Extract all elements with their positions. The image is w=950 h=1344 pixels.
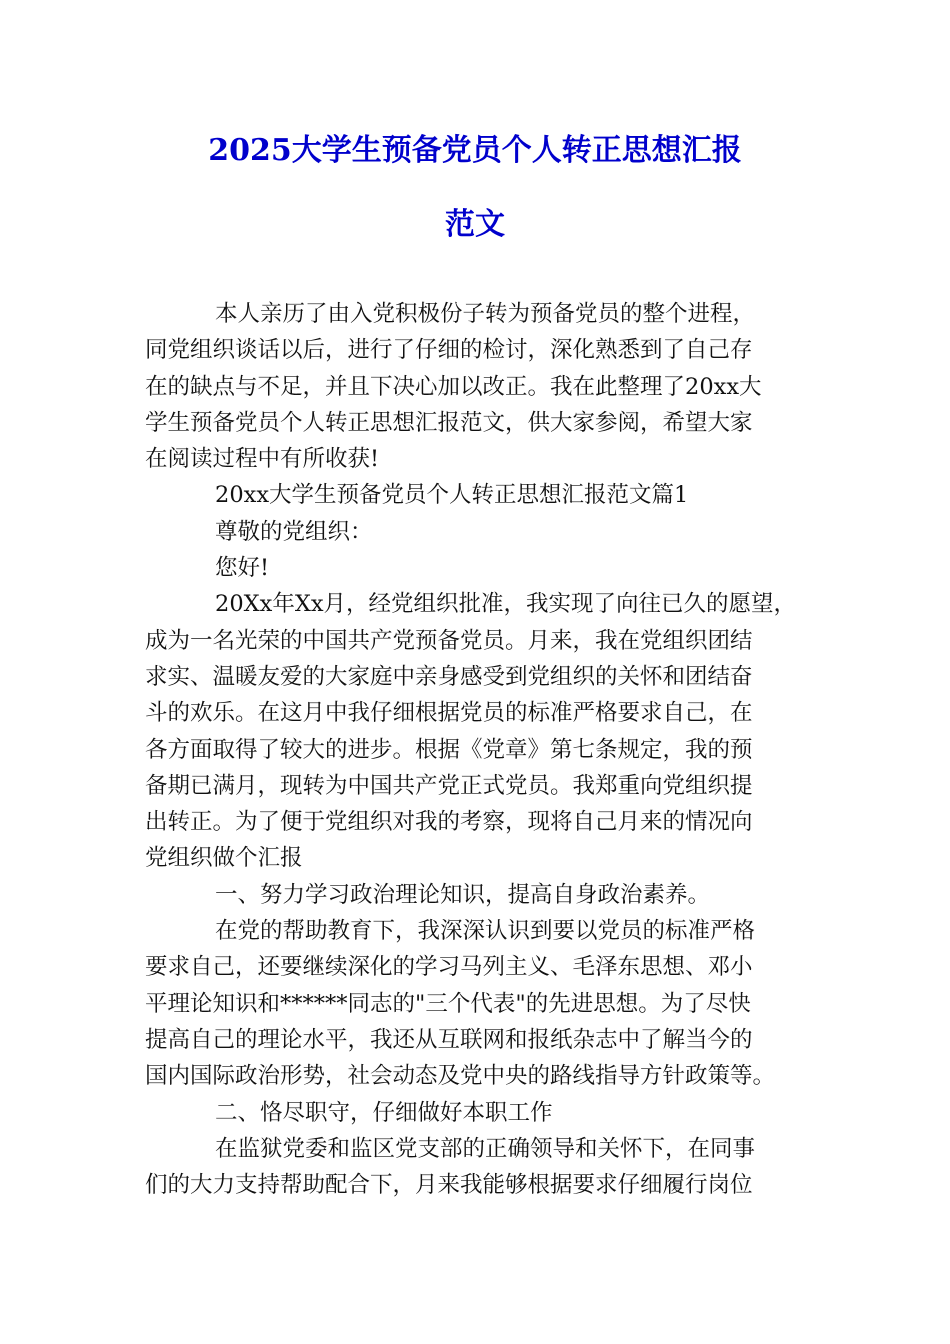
body-line: 成为一名光荣的中国共产党预备党员。月来，我在党组织团结 — [145, 627, 753, 654]
body-line: 斗的欢乐。在这月中我仔细根据党员的标准严格要求自己，在 — [145, 700, 753, 727]
body-line: 本人亲历了由入党积极份子转为预备党员的整个进程， — [215, 301, 756, 327]
body-line: 在党的帮助教育下，我深深认识到要以党员的标准严格 — [215, 918, 756, 945]
body-line: 尊敬的党组织： — [215, 518, 373, 545]
body-line: 国内国际政治形势，社会动态及党中央的路线指导方针政策等。 — [145, 1063, 776, 1090]
body-line: 出转正。为了便于党组织对我的考察，现将自己月来的情况向 — [145, 809, 753, 836]
body-line: 各方面取得了较大的进步。根据《党章》第七条规定，我的预 — [145, 736, 753, 763]
document-title-line-2: 范文 — [445, 207, 505, 242]
body-line: 20Xx年Xx月，经党组织批准，我实现了向往已久的愿望， — [215, 591, 797, 618]
body-line: 备期已满月，现转为中国共产党正式党员。我郑重向党组织提 — [145, 772, 753, 799]
body-line: 在的缺点与不足，并且下决心加以改正。我在此整理了20xx大 — [145, 373, 762, 400]
body-line: 20xx大学生预备党员个人转正思想汇报范文篇1 — [215, 482, 689, 509]
body-line: 平理论知识和******同志的"三个代表"的先进思想。为了尽快 — [145, 990, 751, 1017]
body-line: 您好! — [215, 555, 270, 582]
body-line: 学生预备党员个人转正思想汇报范文，供大家参阅，希望大家 — [145, 409, 753, 436]
body-line: 要求自己，还要继续深化的学习马列主义、毛泽东思想、邓小 — [145, 954, 753, 981]
body-line: 提高自己的理论水平，我还从互联网和报纸杂志中了解当今的 — [145, 1026, 753, 1053]
body-line: 一、努力学习政治理论知识，提高自身政治素养。 — [215, 881, 711, 908]
document-title-line-1: 2025大学生预备党员个人转正思想汇报 — [208, 133, 742, 168]
body-line: 同党组织谈话以后，进行了仔细的检讨，深化熟悉到了自己存 — [145, 337, 753, 364]
body-line: 党组织做个汇报 — [145, 845, 303, 872]
body-line: 们的大力支持帮助配合下，月来我能够根据要求仔细履行岗位 — [145, 1172, 753, 1199]
body-line: 求实、温暖友爱的大家庭中亲身感受到党组织的关怀和团结奋 — [145, 663, 753, 690]
document-body — [145, 296, 815, 1203]
body-line: 在监狱党委和监区党支部的正确领导和关怀下，在同事 — [215, 1135, 756, 1162]
body-line: 在阅读过程中有所收获! — [145, 446, 380, 473]
body-line: 二、恪尽职守，仔细做好本职工作 — [215, 1099, 553, 1126]
